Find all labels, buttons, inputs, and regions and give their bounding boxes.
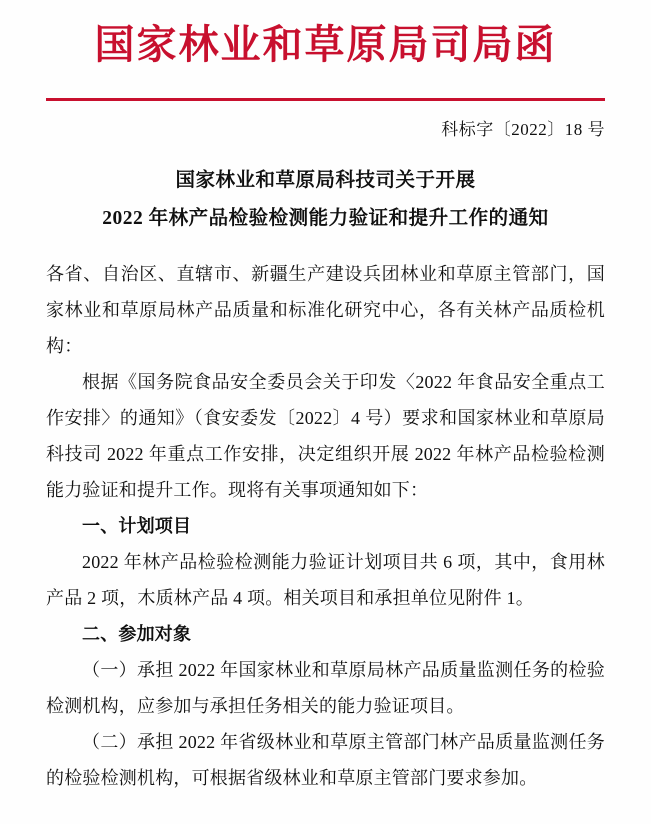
document-body	[46, 256, 605, 796]
section-2-item-2: （二）承担 2022 年省级林业和草原主管部门林产品质量监测任务的检验检测机构，可根据省级林业和草原主管部门要求参加。	[46, 732, 605, 789]
body-paragraph-1: 根据《国务院食品安全委员会关于印发〈2022 年食品安全重点工作安排〉的通知》（食安委发〔2022〕4 号）要求和国家林业和草原局科技司 2022 年重点工作安排，决定组织开展 2022 年林产品检验检测能力验证和提升工作。现将有关事项通知如下：	[46, 372, 605, 501]
document-number: 科标字〔2022〕18 号	[441, 120, 605, 139]
letterhead	[46, 0, 605, 101]
section-heading-2: 二、参加对象	[82, 624, 192, 645]
section-2-item-1: （一）承担 2022 年国家林业和草原局林产品质量监测任务的检验检测机构，应参加与承担任务相关的能力验证项目。	[46, 660, 605, 717]
recipient-paragraph: 各省、自治区、直辖市、新疆生产建设兵团林业和草原主管部门，国家林业和草原局林产品质量和标准化研究中心，各有关林产品质检机构：	[46, 264, 605, 357]
section-1-paragraph: 2022 年林产品检验检测能力验证计划项目共 6 项，其中，食用林产品 2 项，木质林产品 4 项。相关项目和承担单位见附件 1。	[46, 552, 605, 609]
document-title-line-1: 国家林业和草原局科技司关于开展	[175, 170, 476, 191]
letterhead-divider	[46, 98, 605, 101]
section-heading-1: 一、计划项目	[82, 516, 192, 537]
document-title-line-2: 2022 年林产品检验检测能力验证和提升工作的通知	[102, 208, 549, 230]
letterhead-organization: 国家林业和草原局司局函	[94, 21, 557, 68]
document-title	[46, 162, 605, 238]
